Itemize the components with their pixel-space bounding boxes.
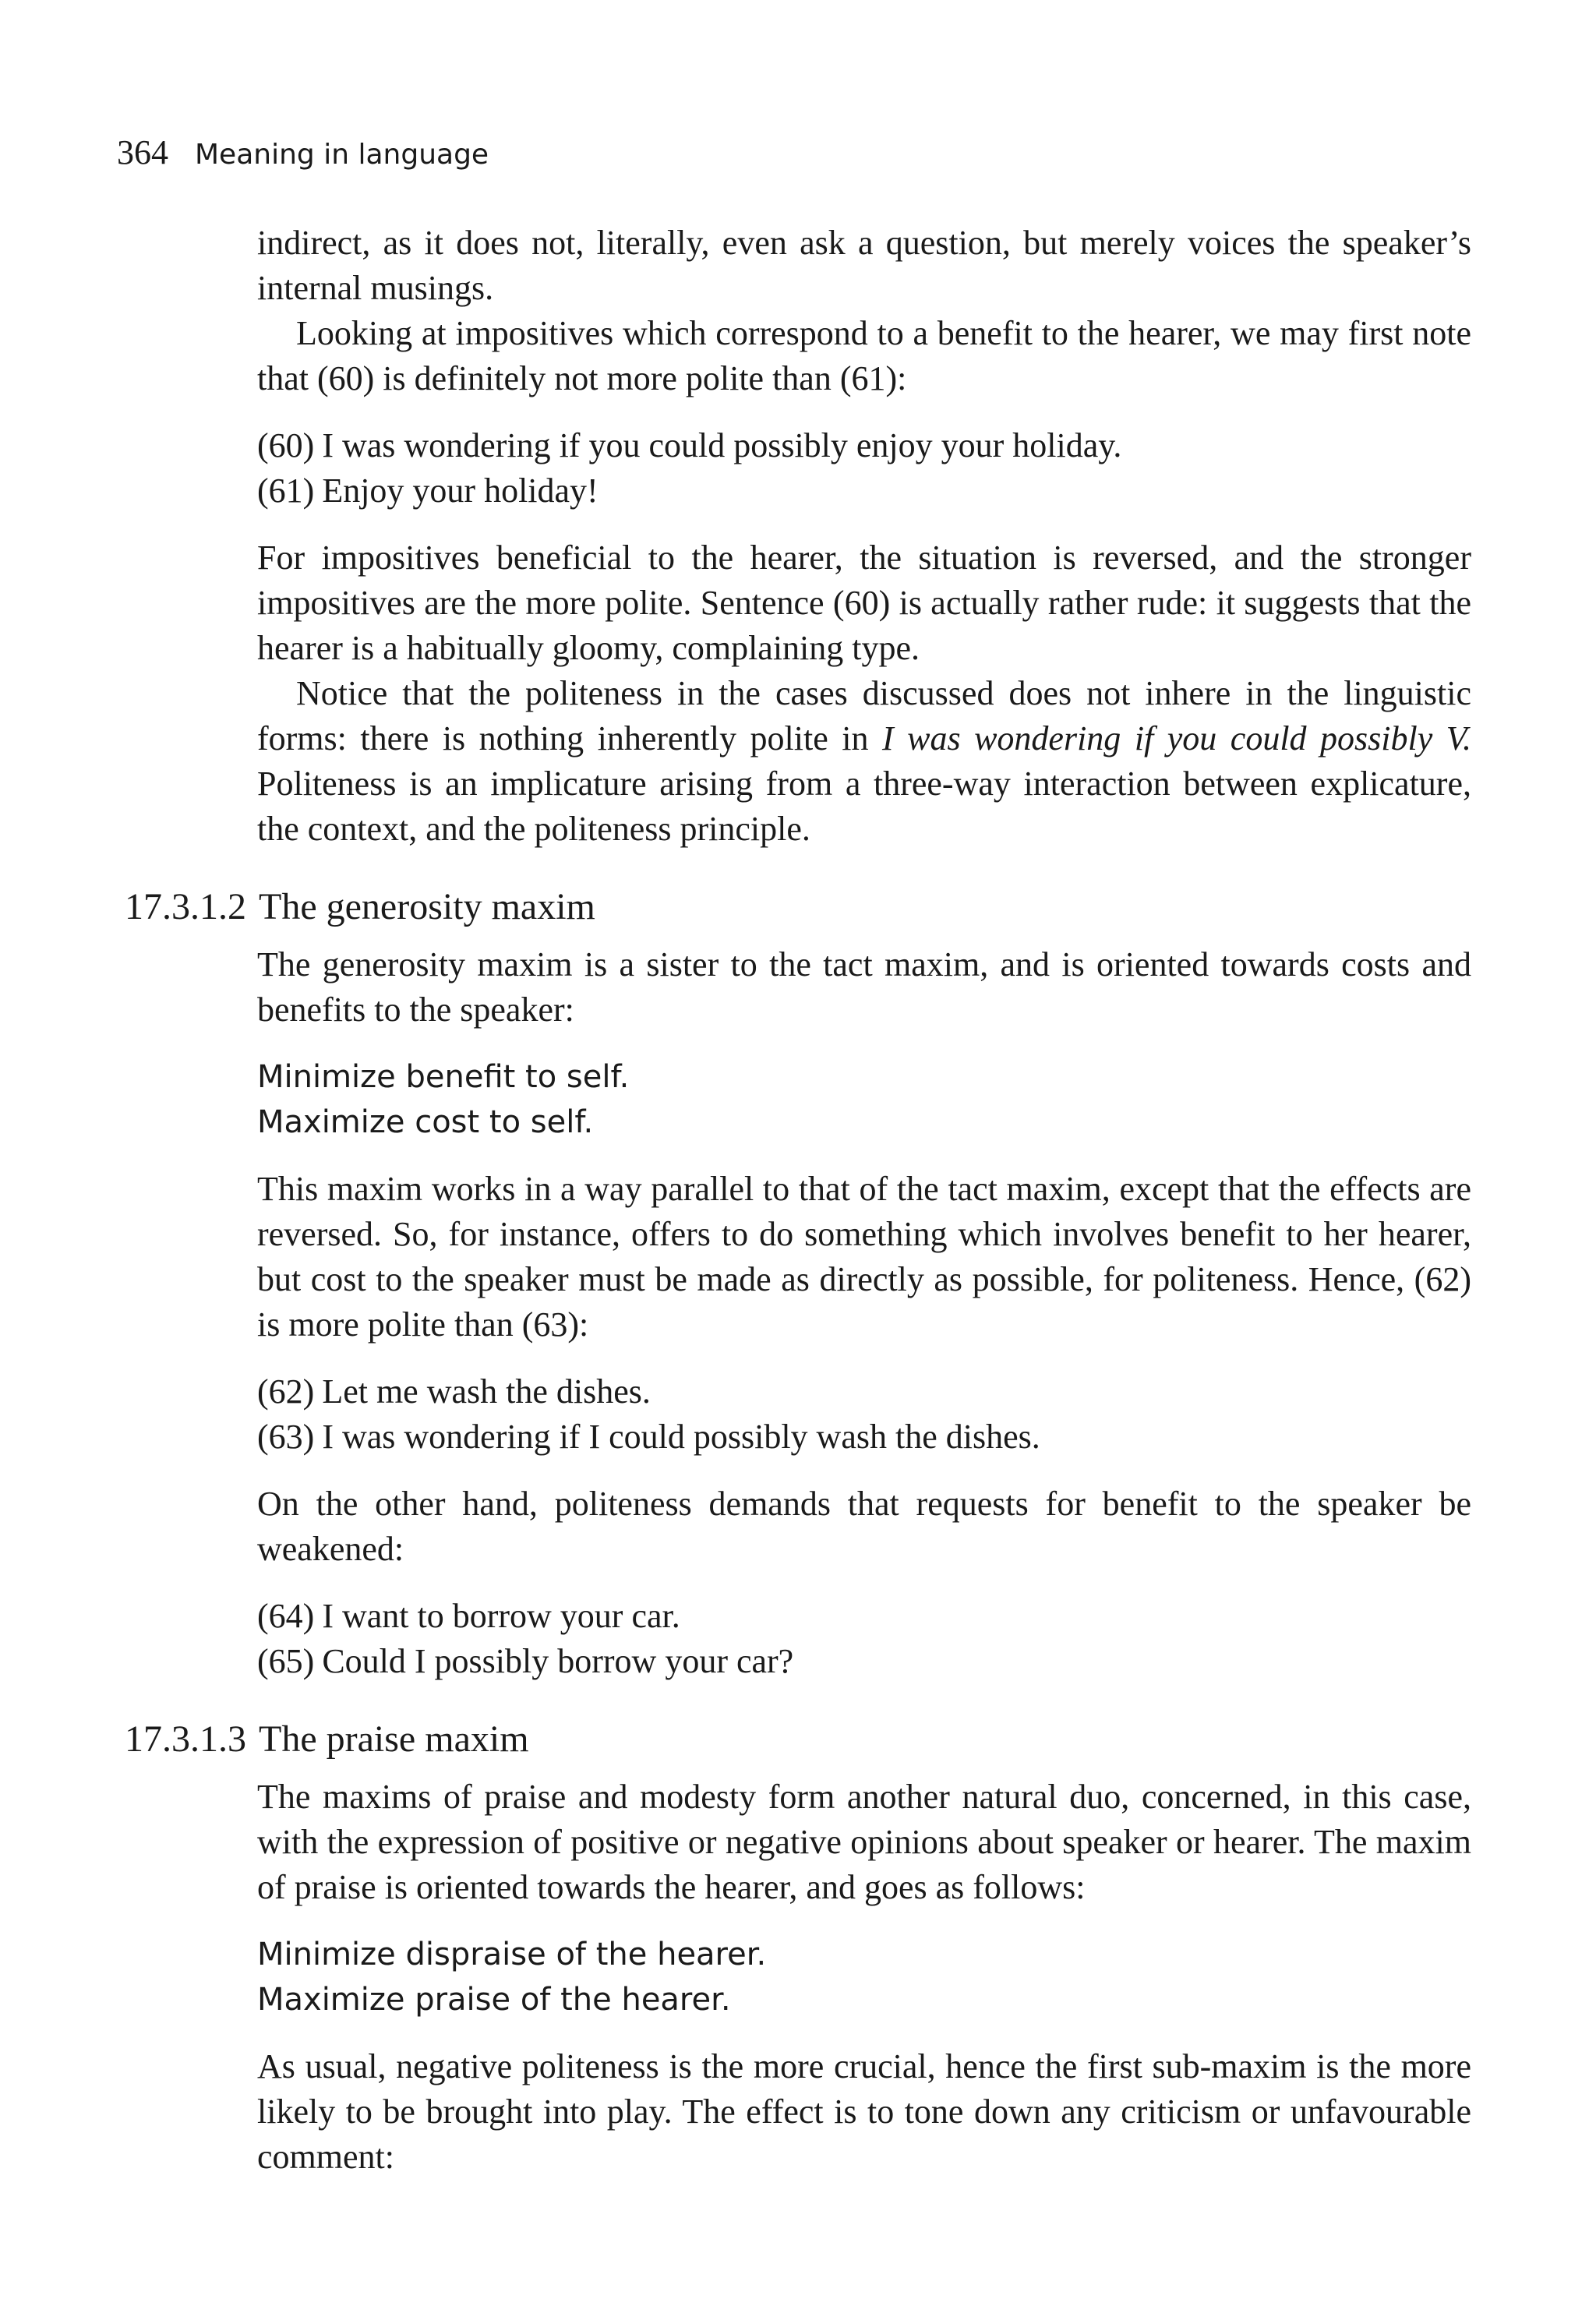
section-title: The generosity maxim bbox=[259, 886, 595, 927]
paragraph-4 bbox=[257, 671, 1471, 852]
paragraph-5: The generosity maxim is a sister to the tact maxim, and is oriented towards costs and benefits to the speaker: bbox=[257, 945, 1471, 1029]
section-heading-praise bbox=[125, 1715, 1471, 1764]
generosity-maxim bbox=[257, 1054, 1471, 1145]
maxim-line: Maximize praise of the hearer. bbox=[257, 1982, 731, 2018]
example-number: (64) bbox=[257, 1597, 315, 1635]
example-number: (63) bbox=[257, 1418, 315, 1456]
running-head-title: Meaning in language bbox=[195, 139, 489, 171]
examples-60-61 bbox=[257, 423, 1471, 514]
paragraph-2: Looking at impositives which correspond to a benefit to the hearer, we may first note that (60) is definitely not more polite than (61): bbox=[257, 314, 1471, 397]
running-head bbox=[117, 131, 489, 177]
maxim-line: Minimize benefit to self. bbox=[257, 1059, 630, 1095]
section-heading-generosity bbox=[125, 883, 1471, 931]
examples-64-65 bbox=[257, 1594, 1471, 1684]
example-text: I was wondering if I could possibly wash the dishes. bbox=[322, 1418, 1040, 1456]
example-61 bbox=[257, 468, 1471, 514]
example-number: (60) bbox=[257, 426, 315, 464]
page-body bbox=[125, 221, 1471, 2180]
example-63 bbox=[257, 1414, 1471, 1460]
maxim-line: Maximize cost to self. bbox=[257, 1104, 594, 1140]
example-62 bbox=[257, 1369, 1471, 1414]
section-title: The praise maxim bbox=[259, 1718, 529, 1760]
example-text: Could I possibly borrow your car? bbox=[322, 1642, 794, 1680]
paragraph-6: This maxim works in a way parallel to that of the tact maxim, except that the effects are reversed. So, for instance, offers to do something which involves benefit to her hearer, but cost to the speaker must be made as directly as possible, for politeness. Hence, (62) is more polite than (63): bbox=[257, 1170, 1471, 1344]
section-number: 17.3.1.3 bbox=[125, 1718, 246, 1760]
example-number: (62) bbox=[257, 1372, 315, 1411]
example-text: I was wondering if you could possibly enjoy your holiday. bbox=[322, 426, 1122, 464]
example-64 bbox=[257, 1594, 1471, 1639]
section-number: 17.3.1.2 bbox=[125, 886, 246, 927]
example-text: Enjoy your holiday! bbox=[322, 471, 598, 510]
example-number: (61) bbox=[257, 471, 315, 510]
paragraph-8: The maxims of praise and modesty form another natural duo, concerned, in this case, with the expression of positive or negative opinions about speaker or hearer. The maxim of praise is oriented towards the hearer, and goes as follows: bbox=[257, 1778, 1471, 1906]
page-number: 364 bbox=[117, 133, 168, 171]
paragraph-1: indirect, as it does not, literally, even ask a question, but merely voices the speaker’s internal musings. bbox=[257, 224, 1471, 307]
example-number: (65) bbox=[257, 1642, 315, 1680]
paragraph-9: As usual, negative politeness is the more crucial, hence the first sub-maxim is the more likely to be brought into play. The effect is to tone down any criticism or unfavourable comment: bbox=[257, 2047, 1471, 2176]
paragraph-3: For impositives beneficial to the hearer, the situation is reversed, and the stronger impositives are the more polite. Sentence (60) is actually rather rude: it suggests that the hearer is a habitually gloomy, complaining type. bbox=[257, 539, 1471, 667]
maxim-line: Minimize dispraise of the hearer. bbox=[257, 1937, 767, 1972]
example-60 bbox=[257, 423, 1471, 468]
paragraph-4-text-b: Politeness is an implicature arising from a three-way interaction between explicature, the context, and the politeness principle. bbox=[257, 765, 1471, 848]
example-65 bbox=[257, 1639, 1471, 1684]
example-text: Let me wash the dishes. bbox=[322, 1372, 651, 1411]
example-text: I want to borrow your car. bbox=[322, 1597, 680, 1635]
paragraph-4-italic: I was wondering if you could possibly V. bbox=[881, 719, 1471, 758]
praise-maxim bbox=[257, 1932, 1471, 2022]
paragraph-7: On the other hand, politeness demands that requests for benefit to the speaker be weakened: bbox=[257, 1485, 1471, 1568]
paragraph-4-text-a: Notice that the politeness in the cases discussed does not inhere in the linguistic forms: there is nothing inherently polite in bbox=[257, 674, 1471, 758]
examples-62-63 bbox=[257, 1369, 1471, 1460]
